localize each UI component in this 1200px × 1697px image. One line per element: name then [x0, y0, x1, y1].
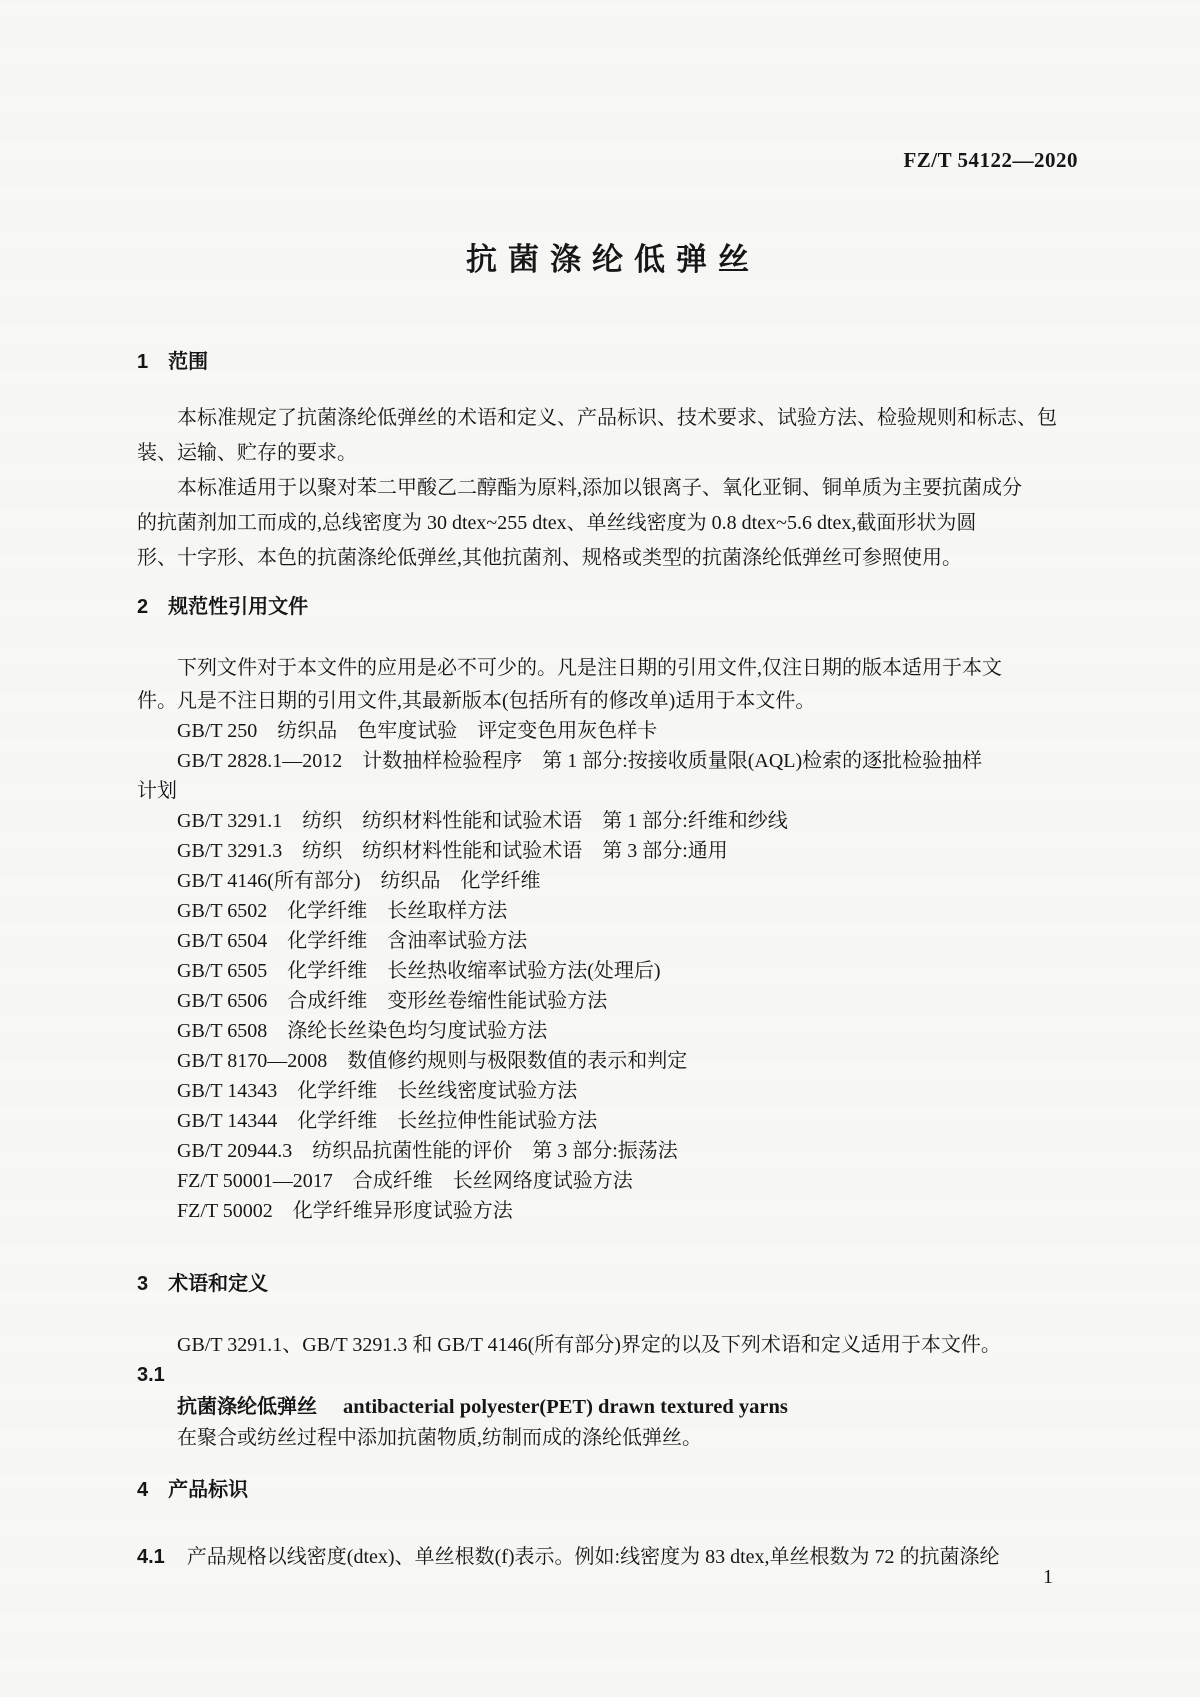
scope-paragraph-1: [137, 401, 1078, 471]
reference-item: GB/T 6502 化学纤维 长丝取样方法: [177, 900, 508, 922]
paragraph-line: 本标准规定了抗菌涤纶低弹丝的术语和定义、产品标识、技术要求、试验方法、检验规则和标志、包: [177, 407, 1057, 429]
references-list: [137, 716, 1078, 1226]
clause-4-1-text: 产品规格以线密度(dtex)、单丝根数(f)表示。例如:线密度为 83 dtex,单丝根数为 72 的抗菌涤纶: [186, 1546, 1000, 1568]
term-english: antibacterial polyester(PET) drawn textured yarns: [343, 1396, 788, 1418]
references-intro-paragraph: [137, 652, 1078, 718]
document-title: 抗菌涤纶低弹丝: [466, 242, 760, 277]
reference-item: GB/T 2828.1—2012 计数抽样检验程序 第 1 部分:按接收质量限(AQL)检索的逐批检验抽样: [177, 750, 983, 772]
clause-4-1: [137, 1541, 1078, 1573]
paragraph-line: 本标准适用于以聚对苯二甲酸乙二醇酯为原料,添加以银离子、氧化亚铜、铜单质为主要抗菌成分: [177, 477, 1022, 499]
standard-code: FZ/T 54122—2020: [903, 148, 1078, 172]
term-definition-body: [137, 1423, 1078, 1453]
section-2-normative-references-heading: 2 规范性引用文件: [137, 596, 309, 618]
reference-item: GB/T 6504 化学纤维 含油率试验方法: [177, 930, 528, 952]
reference-item: GB/T 14344 化学纤维 长丝拉伸性能试验方法: [177, 1110, 598, 1132]
reference-item: GB/T 14343 化学纤维 长丝线密度试验方法: [177, 1080, 578, 1102]
reference-item: FZ/T 50001—2017 合成纤维 长丝网络度试验方法: [177, 1170, 633, 1192]
reference-item: GB/T 6505 化学纤维 长丝热收缩率试验方法(处理后): [177, 960, 661, 982]
page-number: 1: [1043, 1566, 1053, 1588]
paragraph-line: 的抗菌剂加工而成的,总线密度为 30 dtex~255 dtex、单丝线密度为 0.8 dtex~5.6 dtex,截面形状为圆: [137, 512, 977, 534]
reference-item: GB/T 4146(所有部分) 纺织品 化学纤维: [177, 870, 541, 892]
clause-4-1-number: 4.1: [137, 1546, 165, 1568]
reference-item: GB/T 6508 涤纶长丝染色均匀度试验方法: [177, 1020, 548, 1042]
reference-item-continuation: 计划: [137, 780, 177, 802]
section-3-terms-definitions-heading: 3 术语和定义: [137, 1273, 269, 1295]
reference-item: GB/T 6506 合成纤维 变形丝卷缩性能试验方法: [177, 990, 608, 1012]
paragraph-line: 形、十字形、本色的抗菌涤纶低弹丝,其他抗菌剂、规格或类型的抗菌涤纶低弹丝可参照使用。: [137, 547, 962, 569]
clause-3-1-number: 3.1: [137, 1364, 165, 1386]
paragraph-line: 在聚合或纺丝过程中添加抗菌物质,纺制而成的涤纶低弹丝。: [177, 1427, 702, 1449]
paragraph-line: 件。凡是不注日期的引用文件,其最新版本(包括所有的修改单)适用于本文件。: [137, 690, 816, 712]
terms-intro-paragraph: [137, 1329, 1078, 1362]
reference-item: GB/T 20944.3 纺织品抗菌性能的评价 第 3 部分:振荡法: [177, 1140, 678, 1162]
reference-item: GB/T 3291.1 纺织 纺织材料性能和试验术语 第 1 部分:纤维和纱线: [177, 810, 788, 832]
section-4-product-identification-heading: 4 产品标识: [137, 1479, 249, 1501]
paragraph-line: 下列文件对于本文件的应用是必不可少的。凡是注日期的引用文件,仅注日期的版本适用于本文: [177, 657, 1002, 679]
paragraph-line: GB/T 3291.1、GB/T 3291.3 和 GB/T 4146(所有部分)界定的以及下列术语和定义适用于本文件。: [177, 1334, 1001, 1356]
term-chinese: 抗菌涤纶低弹丝: [177, 1396, 317, 1418]
reference-item: GB/T 250 纺织品 色牢度试验 评定变色用灰色样卡: [177, 720, 658, 742]
reference-item: FZ/T 50002 化学纤维异形度试验方法: [177, 1200, 513, 1222]
term-definition-heading: [137, 1392, 1078, 1422]
reference-item: GB/T 8170—2008 数值修约规则与极限数值的表示和判定: [177, 1050, 688, 1072]
paragraph-line: 装、运输、贮存的要求。: [137, 442, 357, 464]
scope-paragraph-2: [137, 471, 1078, 576]
reference-item: GB/T 3291.3 纺织 纺织材料性能和试验术语 第 3 部分:通用: [177, 840, 728, 862]
section-1-scope-heading: 1 范围: [137, 351, 209, 373]
